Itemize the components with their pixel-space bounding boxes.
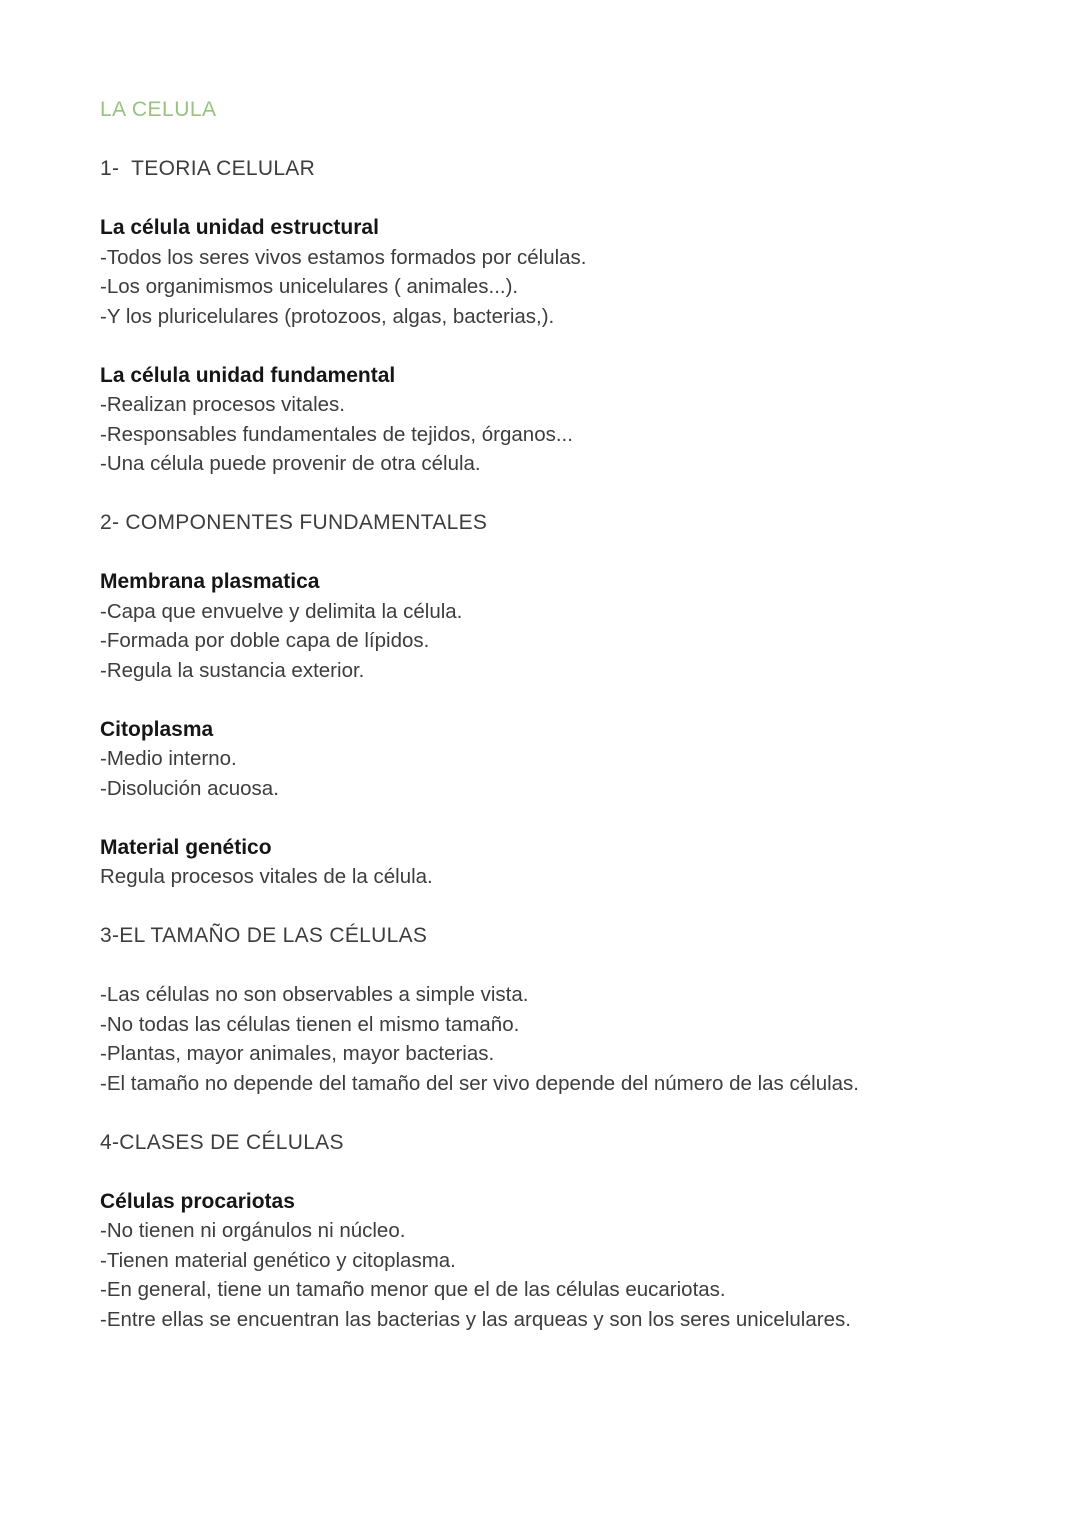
text-line: -Entre ellas se encuentran las bacterias y las arqueas y son los seres unicelulares. [100,1307,851,1331]
text-line: -Todos los seres vivos estamos formados por células. [100,245,587,269]
text-line: -Realizan procesos vitales. [100,393,345,416]
subsection-unidad-fundamental [100,361,1020,479]
text-line: -Plantas, mayor animales, mayor bacterias. [100,1042,495,1065]
subsection-heading: Células procariotas [100,1189,295,1213]
text-line: -En general, tiene un tamaño menor que el de las células eucariotas. [100,1278,726,1301]
text-line: -Formada por doble capa de lípidos. [100,629,430,652]
subsection-material-genetico [100,833,1020,892]
text-line: -Y los pluricelulares (protozoos, algas, bacterias,). [100,304,555,328]
text-line: -Los organimismos unicelulares ( animales...). [100,275,519,298]
text-line: -Tienen material genético y citoplasma. [100,1248,456,1272]
subsection-heading: Citoplasma [100,717,214,741]
subsection-heading: Membrana plasmatica [100,570,320,593]
page-title: LA CELULA [100,98,217,121]
section-heading-componentes: 2- COMPONENTES FUNDAMENTALES [100,511,488,534]
subsection-membrana [100,567,1020,685]
text-line: -Medio interno. [100,747,237,770]
text-line: -Responsables fundamentales de tejidos, órganos... [100,422,573,446]
text-line: -Disolución acuosa. [100,776,279,800]
subsection-heading: Material genético [100,835,272,859]
subsection-heading: La célula unidad estructural [100,216,379,239]
text-line: -Capa que envuelve y delimita la célula. [100,599,463,623]
subsection-tamano-lineas [100,980,1020,1098]
subsection-unidad-estructural [100,213,1020,331]
notes-content [100,95,1020,1364]
section-heading-clases: 4-CLASES DE CÉLULAS [100,1130,344,1154]
section-heading-teoria-celular: 1- TEORIA CELULAR [100,157,316,180]
subsection-heading: La célula unidad fundamental [100,363,396,387]
text-line: -El tamaño no depende del tamaño del ser vivo depende del número de las células. [100,1071,859,1095]
text-line: -No todas las células tienen el mismo tamaño. [100,1012,520,1036]
text-line: -Una célula puede provenir de otra célula. [100,452,481,475]
subsection-citoplasma [100,715,1020,804]
subsection-procariotas [100,1187,1020,1335]
text-line: -No tienen ni orgánulos ni núcleo. [100,1219,406,1242]
text-line: -Las células no son observables a simple vista. [100,983,529,1006]
section-heading-tamano: 3-EL TAMAÑO DE LAS CÉLULAS [100,924,428,947]
text-line: -Regula la sustancia exterior. [100,658,365,682]
text-line: Regula procesos vitales de la célula. [100,865,433,888]
